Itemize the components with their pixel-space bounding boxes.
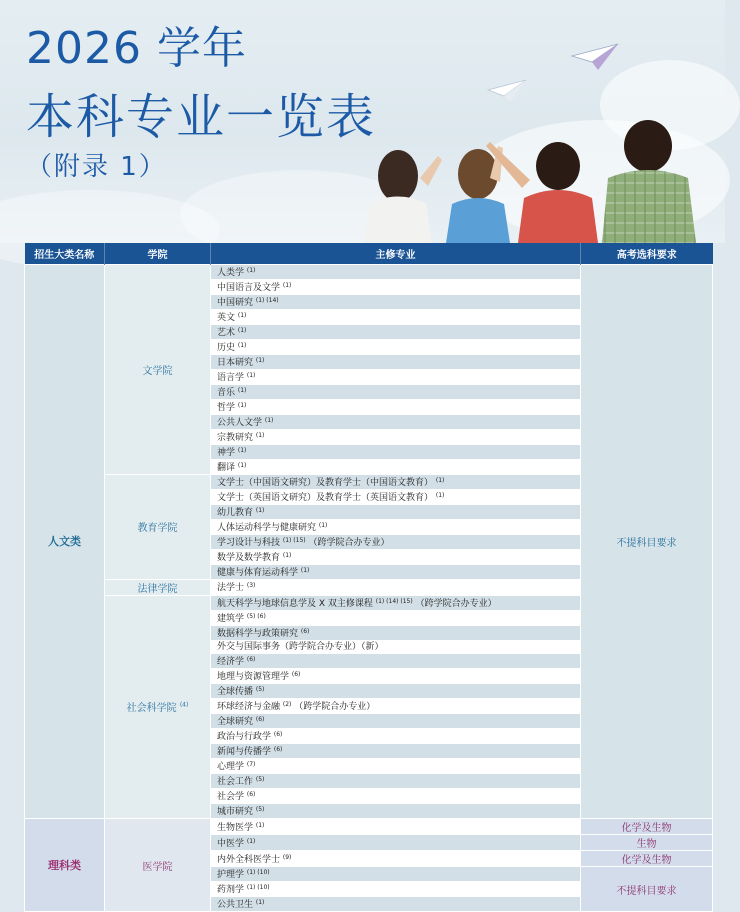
- school-law: 法律学院: [105, 579, 211, 595]
- students-photo: [350, 108, 725, 243]
- major-cell: 心理学 $^{(7)}$: [211, 759, 581, 774]
- requirement-cell: 不提科目要求: [581, 867, 713, 912]
- major-cell: 城市研究 $^{(5)}$: [211, 804, 581, 819]
- major-cell: 哲学 $^{(1)}$: [211, 399, 581, 414]
- requirement-cell: 化学及生物: [581, 851, 713, 867]
- major-cell: 中医学 $^{(1)}$: [211, 835, 581, 851]
- major-cell: 艺术 $^{(1)}$: [211, 324, 581, 339]
- requirement-cell: 化学及生物: [581, 819, 713, 835]
- major-cell: 公共人文学 $^{(1)}$: [211, 414, 581, 429]
- major-cell: 新闻与传播学 $^{(6)}$: [211, 744, 581, 759]
- major-cell: 外交与国际事务（跨学院合办专业）（新）: [211, 640, 581, 654]
- major-cell: 宗教研究 $^{(1)}$: [211, 429, 581, 444]
- major-cell: 中国语言及文学 $^{(1)}$: [211, 279, 581, 294]
- major-cell: 社会学 $^{(6)}$: [211, 789, 581, 804]
- header-category: 招生大类名称: [25, 243, 105, 264]
- major-cell: 历史 $^{(1)}$: [211, 339, 581, 354]
- major-cell: 全球研究 $^{(6)}$: [211, 714, 581, 729]
- majors-table: [24, 243, 713, 912]
- school-education: 教育学院: [105, 474, 211, 579]
- major-cell: 全球传播 $^{(5)}$: [211, 684, 581, 699]
- major-cell: 日本研究 $^{(1)}$: [211, 354, 581, 369]
- category-humanities: 人文类: [25, 264, 105, 819]
- major-cell: 语言学 $^{(1)}$: [211, 369, 581, 384]
- major-cell: 环球经济与金融 $^{(2)}$ （跨学院合办专业）: [211, 699, 581, 714]
- page-title: 本科专业一览表: [26, 89, 377, 145]
- major-cell: 社会工作 $^{(5)}$: [211, 774, 581, 789]
- school-social-science: 社会科学院 $^{(4)}$: [105, 595, 211, 819]
- major-cell: 数学及数学教育 $^{(1)}$: [211, 549, 581, 564]
- major-cell: 护理学 $^{(1) (10)}$: [211, 867, 581, 882]
- table-row: [25, 264, 713, 279]
- major-cell: 药剂学 $^{(1) (10)}$: [211, 882, 581, 897]
- major-cell: 翻译 $^{(1)}$: [211, 459, 581, 474]
- major-cell: 人类学 $^{(1)}$: [211, 264, 581, 279]
- table-header-row: [25, 243, 713, 264]
- major-cell: 神学 $^{(1)}$: [211, 444, 581, 459]
- major-cell: 生物医学 $^{(1)}$: [211, 819, 581, 835]
- major-cell: 中国研究 $^{(1) (14)}$: [211, 294, 581, 309]
- major-cell: 内外全科医学士 $^{(9)}$: [211, 851, 581, 867]
- major-cell: 政治与行政学 $^{(6)}$: [211, 729, 581, 744]
- table-row: [25, 819, 713, 835]
- title-appendix: （附录 1）: [26, 152, 167, 182]
- major-cell: 公共卫生 $^{(1)}$: [211, 897, 581, 912]
- major-cell: 学习设计与科技 $^{(1) (15)}$ （跨学院合办专业）: [211, 534, 581, 549]
- header-school: 学院: [105, 243, 211, 264]
- major-cell: 航天科学与地球信息学及 X 双主修课程 $^{(1) (14) (15)}$ （跨学院合办专业）: [211, 595, 581, 610]
- requirement-cell: 生物: [581, 835, 713, 851]
- major-cell: 地理与资源管理学 $^{(6)}$: [211, 669, 581, 684]
- school-arts: 文学院: [105, 264, 211, 474]
- major-cell: 建筑学 $^{(5) (6)}$: [211, 610, 581, 625]
- major-cell: 幼儿教育 $^{(1)}$: [211, 504, 581, 519]
- major-cell: 法学士 $^{(3)}$: [211, 579, 581, 595]
- major-cell: 文学士（中国语文研究）及教育学士（中国语文教育） $^{(1)}$: [211, 474, 581, 489]
- major-cell: 文学士（英国语文研究）及教育学士（英国语文教育） $^{(1)}$: [211, 489, 581, 504]
- requirement-humanities: 不提科目要求: [581, 264, 713, 819]
- major-cell: 健康与体育运动科学 $^{(1)}$: [211, 564, 581, 579]
- hero-banner: [0, 0, 725, 243]
- paper-plane-icon: [572, 42, 620, 72]
- header-major: 主修专业: [211, 243, 581, 264]
- major-cell: 英文 $^{(1)}$: [211, 309, 581, 324]
- school-medicine: 医学院: [105, 819, 211, 912]
- major-cell: 数据科学与政策研究 $^{(6)}$: [211, 625, 581, 640]
- major-cell: 经济学 $^{(6)}$: [211, 654, 581, 669]
- category-science: 理科类: [25, 819, 105, 912]
- title-year: 2026 学年: [26, 23, 247, 74]
- major-cell: 人体运动科学与健康研究 $^{(1)}$: [211, 519, 581, 534]
- major-cell: 音乐 $^{(1)}$: [211, 384, 581, 399]
- header-requirement: 高考选科要求: [581, 243, 713, 264]
- paper-plane-icon: [488, 78, 528, 104]
